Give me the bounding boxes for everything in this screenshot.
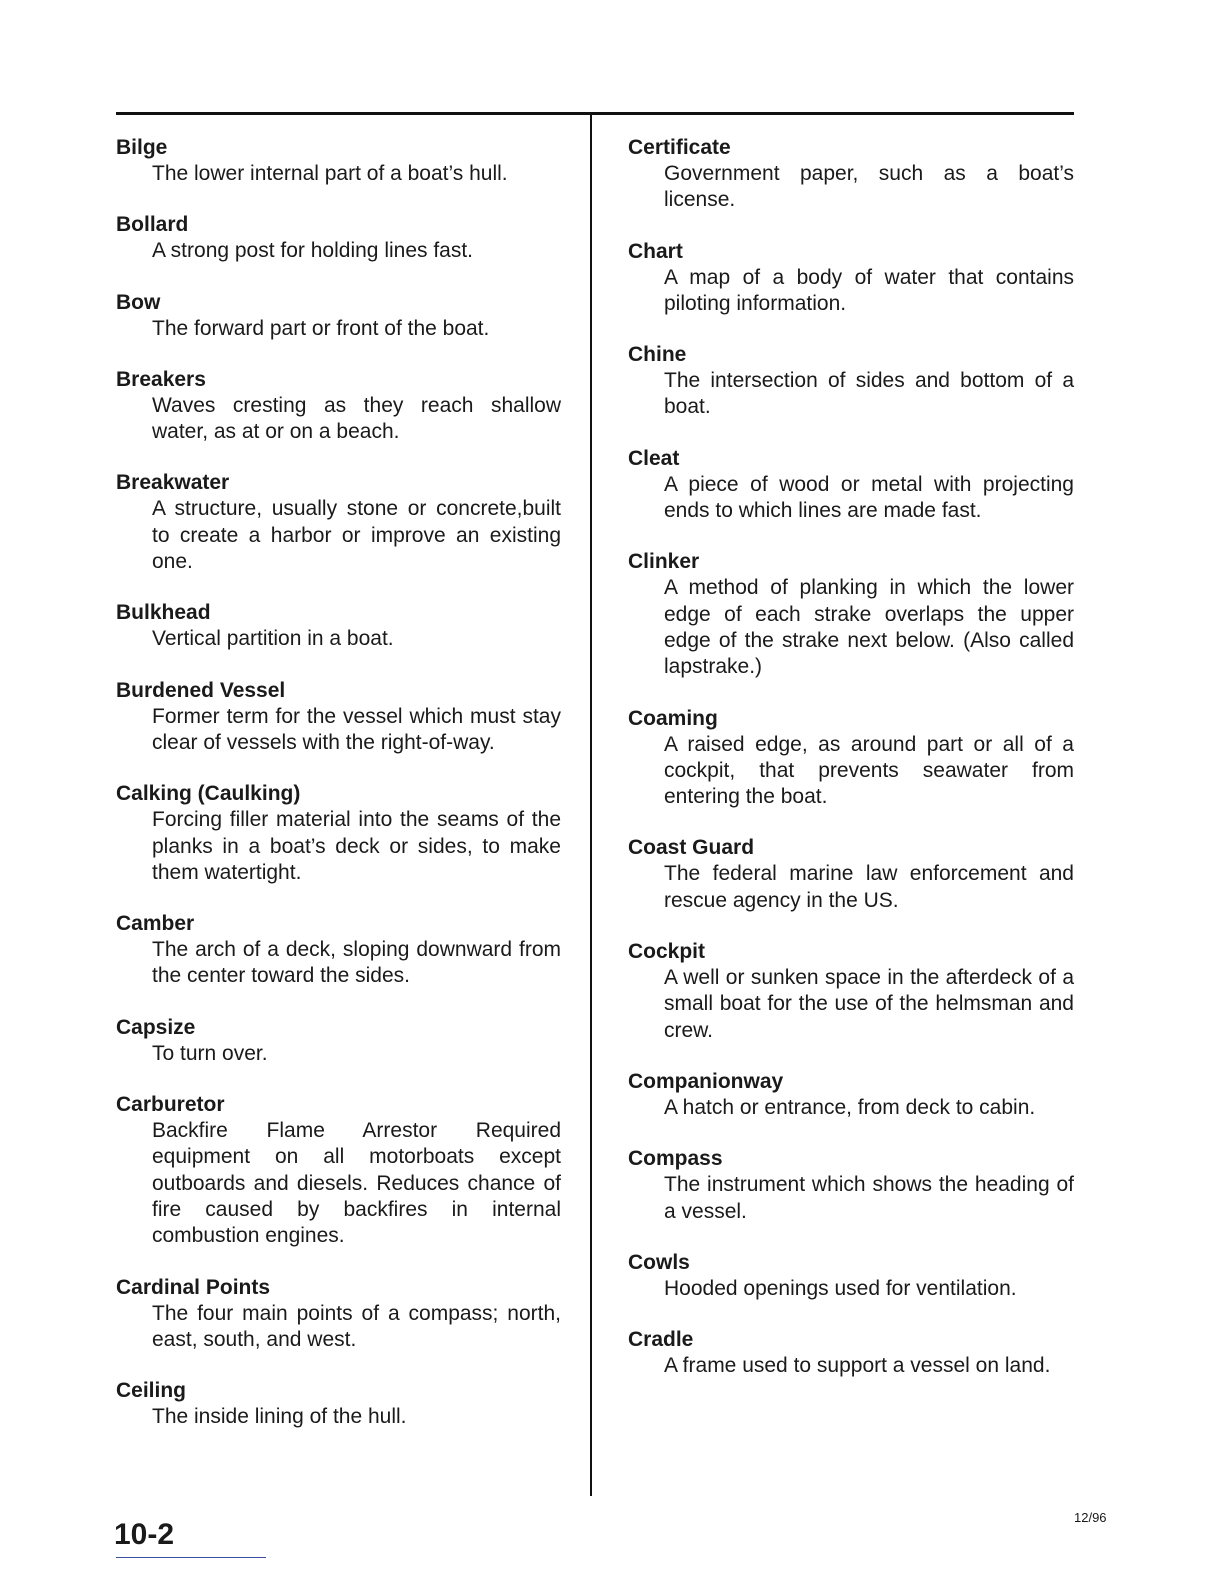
- page-number: 10-2: [114, 1518, 175, 1551]
- glossary-term: Breakwater: [116, 471, 230, 495]
- glossary-column-left: [116, 134, 561, 1454]
- top-rule: [116, 112, 1074, 115]
- glossary-definition: The four main points of a compass; north, east, south, and west.: [152, 1301, 561, 1351]
- glossary-definition: To turn over.: [152, 1041, 268, 1065]
- glossary-entry: [116, 134, 561, 187]
- glossary-term: Chine: [628, 343, 687, 367]
- glossary-term: Chart: [628, 239, 683, 263]
- glossary-term: Coast Guard: [628, 836, 755, 860]
- glossary-term: Bulkhead: [116, 601, 211, 625]
- glossary-term: Compass: [628, 1147, 723, 1171]
- glossary-entry: [628, 1068, 1074, 1121]
- glossary-definition: A frame used to support a vessel on land.: [664, 1354, 1051, 1378]
- glossary-entry: [116, 910, 561, 990]
- glossary-entry: [116, 780, 561, 886]
- glossary-definition: A hatch or entrance, from deck to cabin.: [664, 1095, 1036, 1119]
- glossary-entry: [628, 1249, 1074, 1302]
- glossary-entry: [628, 1326, 1074, 1379]
- glossary-term: Calking (Caulking): [116, 782, 301, 806]
- glossary-definition: Backfire Flame Arrestor Required equipment on all motorboats except outboards and diesels. Reduces chance of fire caused by backfires in internal combustion engines.: [152, 1119, 561, 1248]
- glossary-entry: [628, 834, 1074, 914]
- glossary-term: Companionway: [628, 1069, 784, 1093]
- glossary-definition: A method of planking in which the lower edge of each strake overlaps the upper edge of the strake next below. (Also called lapstrake.): [664, 576, 1074, 679]
- glossary-entry: [116, 1377, 561, 1430]
- glossary-definition: The inside lining of the hull.: [152, 1405, 407, 1429]
- glossary-entry: [628, 1145, 1074, 1225]
- glossary-definition: The arch of a deck, sloping downward from the center toward the sides.: [152, 938, 561, 988]
- glossary-entry: [116, 211, 561, 264]
- glossary-term: Bilge: [116, 136, 168, 159]
- glossary-entry: [628, 705, 1074, 811]
- glossary-definition: Former term for the vessel which must stay clear of vessels with the right-of-way.: [152, 704, 561, 754]
- glossary-definition: A strong post for holding lines fast.: [152, 239, 474, 263]
- glossary-entry: [628, 445, 1074, 525]
- glossary-definition: Forcing filler material into the seams of the planks in a boat’s deck or sides, to make them watertight.: [152, 808, 561, 884]
- column-divider: [590, 114, 592, 1496]
- glossary-definition: A raised edge, as around part or all of a cockpit, that prevents seawater from entering the boat.: [664, 732, 1074, 809]
- glossary-entry: [628, 341, 1074, 421]
- glossary-term: Camber: [116, 912, 195, 936]
- glossary-column-right: [628, 134, 1074, 1403]
- glossary-term: Coaming: [628, 706, 718, 730]
- glossary-term: Breakers: [116, 367, 206, 391]
- glossary-term: Capsize: [116, 1015, 196, 1039]
- glossary-entry: [116, 1014, 561, 1067]
- glossary-term: Cockpit: [628, 940, 706, 964]
- glossary-definition: The federal marine law enforcement and rescue agency in the US.: [664, 862, 1074, 912]
- glossary-definition: Waves cresting as they reach shallow water, as at or on a beach.: [152, 393, 561, 444]
- glossary-entry: [116, 366, 561, 446]
- glossary-term: Bollard: [116, 213, 189, 237]
- glossary-entry: [116, 1274, 561, 1354]
- glossary-entry: [116, 469, 561, 575]
- glossary-entry: [116, 1091, 561, 1249]
- glossary-entry: [628, 134, 1074, 214]
- glossary-definition: Vertical partition in a boat.: [152, 627, 394, 651]
- page-number-underline: [116, 1557, 266, 1558]
- glossary-definition: Hooded openings used for ventilation.: [664, 1276, 1017, 1300]
- glossary-term: Bow: [116, 290, 161, 314]
- glossary-term: Ceiling: [116, 1379, 187, 1403]
- glossary-definition: A well or sunken space in the afterdeck of a small boat for the use of the helmsman and crew.: [664, 966, 1074, 1042]
- glossary-term: Clinker: [628, 550, 700, 574]
- glossary-term: Carburetor: [116, 1093, 225, 1117]
- glossary-term: Certificate: [628, 136, 731, 159]
- glossary-definition: The intersection of sides and bottom of a boat.: [664, 369, 1074, 419]
- glossary-entry: [628, 938, 1074, 1044]
- revision-date: 12/96: [1074, 1510, 1107, 1525]
- glossary-definition: The lower internal part of a boat’s hull.: [152, 162, 508, 185]
- glossary-definition: A piece of wood or metal with projecting ends to which lines are made fast.: [664, 472, 1074, 523]
- glossary-entry: [628, 548, 1074, 680]
- glossary-term: Cleat: [628, 446, 680, 470]
- glossary-definition: A structure, usually stone or concrete,built to create a harbor or improve an existing one.: [152, 497, 561, 574]
- glossary-term: Cowls: [628, 1250, 690, 1274]
- glossary-definition: The instrument which shows the heading of a vessel.: [664, 1173, 1074, 1223]
- glossary-term: Cardinal Points: [116, 1275, 271, 1299]
- glossary-definition: A map of a body of water that contains piloting information.: [664, 265, 1074, 315]
- glossary-entry: [116, 677, 561, 757]
- glossary-definition: Government paper, such as a boat’s license.: [664, 162, 1074, 212]
- glossary-term: Burdened Vessel: [116, 678, 286, 702]
- glossary-term: Cradle: [628, 1328, 694, 1352]
- glossary-entry: [628, 238, 1074, 318]
- glossary-definition: The forward part or front of the boat.: [152, 316, 490, 340]
- glossary-entry: [116, 599, 561, 652]
- glossary-entry: [116, 289, 561, 342]
